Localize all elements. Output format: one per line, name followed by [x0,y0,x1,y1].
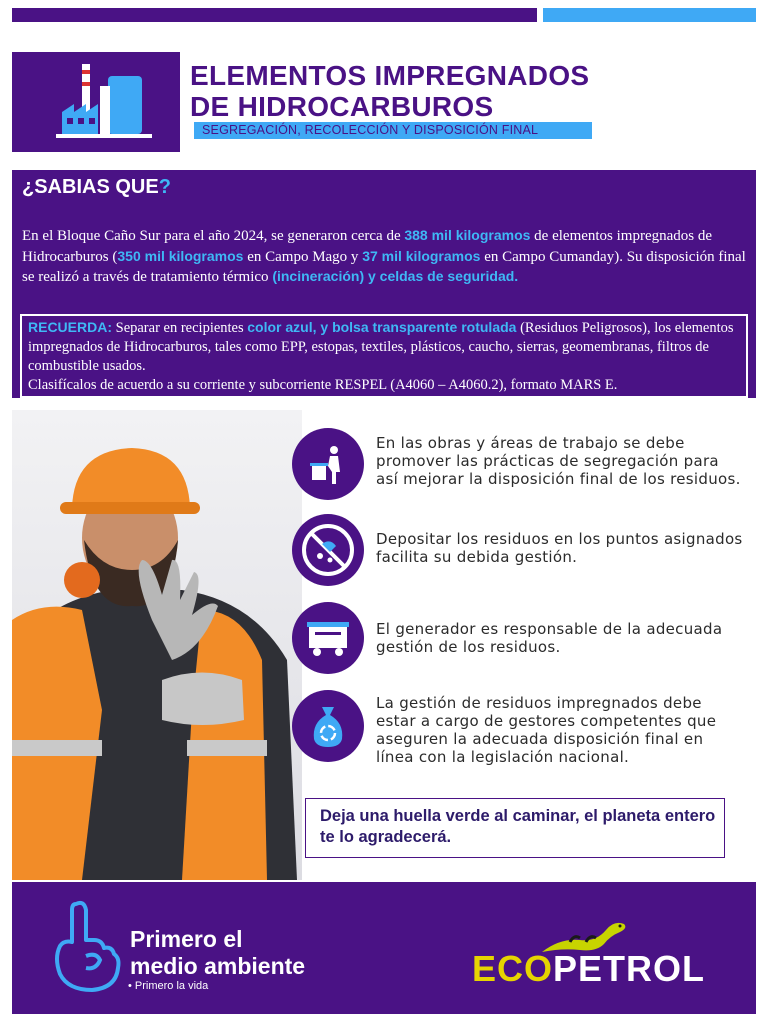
recuerda-part: Separar en recipientes [112,320,248,336]
sabias-heading-mark: ? [158,176,171,198]
highlight-350: 350 mil kilogramos [117,247,244,264]
title-line-1: ELEMENTOS IMPREGNADOS [190,60,590,91]
recuerda-part: (Residuos Peligrosos), los elementos impregnados de Hidrocarburos, tales como EPP, estopas, textiles, plásticos, caucho, sierras, geomembranas, filtros de combustible usados. [28,320,734,374]
tip-1-text: En las obras y áreas de trabajo se debe promover las prácticas de segregación para así mejorar la disposición final de los residuos. [376,434,741,488]
recycle-bag-icon [308,703,348,749]
hand-icon [50,896,124,996]
highlight-37: 37 mil kilogramos [362,247,481,264]
tip-2-icon-circle [292,514,364,586]
slogan-line-2: medio ambiente [130,953,306,979]
highlight-388: 388 mil kilogramos [404,227,531,243]
recuerda-text [28,318,746,395]
tip-2-text: Depositar los residuos en los puntos asignados facilita su debida gestión. [376,530,743,566]
recuerda-label: RECUERDA: [28,319,112,335]
slogan [130,926,305,980]
page-title [190,60,750,122]
tip-4-text: La gestión de residuos impregnados debe estar a cargo de gestores competentes que aseguren la adecuada disposición final en línea con la legislación nacional. [376,694,717,766]
info-paragraph [22,226,748,288]
recuerda-classify: Clasifícalos de acuerdo a su corriente y subcorriente RESPEL (A4060 – A4060.2), formato MARS E. [28,377,618,393]
info-text-part: en Campo Mago y [243,248,363,265]
recuerda-highlight: color azul, y bolsa transparente rotulada [247,319,517,335]
person-trash-bin-icon [306,442,350,486]
slogan-sub: • Primero la vida [128,980,209,992]
tip-1-icon-circle [292,428,364,500]
tip-3-text: El generador es responsable de la adecuada gestión de los residuos. [376,620,723,656]
sabias-que-heading [22,176,171,199]
info-text-part: de elementos impregnados de Hidrocarburos ( [22,228,713,265]
tip-4-icon-circle [292,690,364,762]
info-text-part: en Campo Cumanday). Su disposición final se realizó a través de tratamiento térmico [22,248,746,285]
top-stripe-purple [12,8,537,22]
subtitle-bar: SEGREGACIÓN, RECOLECCIÓN Y DISPOSICIÓN FINAL [194,122,592,139]
factory-icon [12,52,180,152]
sabias-heading-text: ¿SABIAS QUE [22,176,159,198]
worker-photo [12,410,302,880]
no-littering-icon [300,522,356,578]
info-text-part: En el Bloque Caño Sur para el año 2024, se generaron cerca de [22,228,405,244]
brand-petrol: PETROL [553,948,706,989]
slogan-line-1: Primero el [130,926,243,952]
tip-3-icon-circle [292,602,364,674]
highlight-incineracion: (incineración) y celdas de seguridad. [272,268,519,284]
ecopetrol-logo [472,948,705,990]
header-icon-box [12,52,180,152]
brand-eco: ECO [472,948,554,989]
quote-text: Deja una huella verde al caminar, el planeta entero te lo agradecerá. [320,807,716,846]
title-line-2: DE HIDROCARBUROS [190,91,494,122]
top-stripe-blue [543,8,756,22]
dumpster-icon [305,618,351,658]
